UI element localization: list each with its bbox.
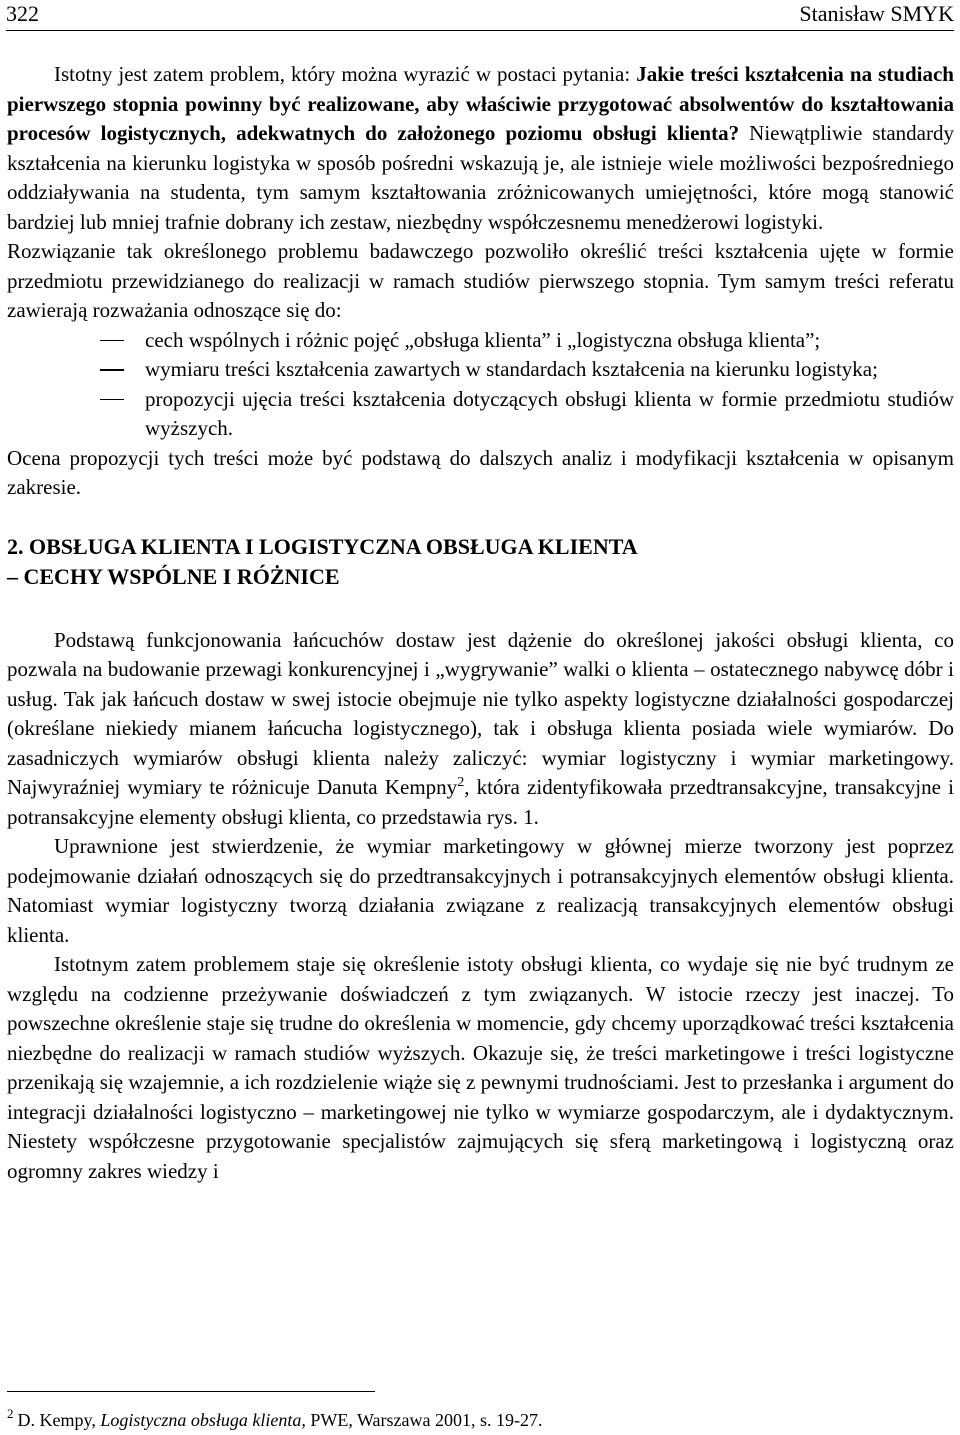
topics-list <box>7 326 954 444</box>
running-author: Stanisław SMYK <box>799 1 954 26</box>
page-number: 322 <box>6 1 39 26</box>
list-item: propozycji ujęcia treści kształcenia dotyczących obsługi klienta w formie przedmiotu studiów wyższych. <box>7 385 954 444</box>
section-heading-line1: 2. OBSŁUGA KLIENTA I LOGISTYCZNA OBSŁUGA KLIENTA <box>7 533 638 559</box>
footnote-publisher: PWE, Warszawa 2001, s. 19-27. <box>305 1410 543 1430</box>
section-heading-line2: – CECHY WSPÓLNE I RÓŻNICE <box>7 563 340 589</box>
body-p1-text: Podstawą funkcjonowania łańcuchów dostaw jest dążenie do określonej jakości obsługi klienta, co pozwala na budowanie przewagi konkurencyjnej i „wygrywanie” walki o klienta – ostatecznego nabywcę dóbr i usług. Tak jak łańcuch dostaw w swej istocie obejmuje nie tylko aspekty logistyczne działalności gospodarczej (określane niekiedy mianem łańcucha logistycznego), tak i obsługa klienta posiada wiele wymiarów. Do zasadniczych wymiarów obsługi klienta należy zaliczyć: wymiar logistyczny i wymiar marketingowy. Najwyraźniej wymiary te różnicuje Danuta Kempny <box>7 627 954 799</box>
footnote-title: Logistyczna obsługa klienta, <box>100 1410 306 1430</box>
body-paragraph-1 <box>7 626 954 833</box>
intro-rest: Niewątpliwie standardy kształcenia na kierunku logistyka w sposób pośredni wskazują je, ale istnieje wiele możliwości bezpośredniego oddziaływania na studenta, tym samym kształtowania zróżnicowanych umiejętności, które mogą stanowić bardziej lub mniej trafnie dobrany ich zestaw, niezbędny współczesnemu menedżerowi logistyki. <box>7 121 954 234</box>
footnote <box>7 1403 543 1431</box>
page-body <box>7 60 954 1186</box>
intro-lead: Istotny jest zatem problem, który można wyrazić w postaci pytania: <box>54 62 637 86</box>
section-heading <box>7 532 954 592</box>
body-paragraph-3: Istotnym zatem problemem staje się określenie istoty obsługi klienta, co wydaje się nie być trudnym ze względu na codzienne przeżywanie doświadczeń z tym związanych. W istocie rzeczy jest inaczej. To powszechne określenie staje się trudne do określenia w momencie, gdy chcemy uporządkować treści kształcenia niezbędne do realizacji w ramach studiów wyższych. Okazuje się, że treści marketingowe i treści logistyczne przenikają się wzajemnie, a ich rozdzielenie wiąże się z pewnymi trudnościami. Jest to przesłanka i argument do integracji działalności logistyczno – marketingowej nie tylko w wymiarze gospodarczym, ale i dydaktycznym. Niestety współczesne przygotowanie specjalistów zajmujących się sferą marketingową i logistyczną oraz ogromny zakres wiedzy i <box>7 952 954 1183</box>
running-header <box>6 0 954 31</box>
body-paragraph-2: Uprawnione jest stwierdzenie, że wymiar marketingowy w głównej mierze tworzony jest poprzez podejmowanie działań odnoszących się do przedtransakcyjnych i potransakcyjnych elementów obsługi klienta. Natomiast wymiar logistyczny tworzą działania związane z realizacją transakcyjnych elementów obsługi klienta. <box>7 834 954 947</box>
closing-paragraph: Ocena propozycji tych treści może być podstawą do dalszych analiz i modyfikacji kształcenia w opisanym zakresie. <box>7 445 954 499</box>
body-p1-text-end: , która zidentyfikowała przedtransakcyjne, transakcyjne i potransakcyjne elementy obsługi klienta, co przedstawia rys. 1. <box>7 775 954 829</box>
research-question: Jakie treści kształcenia na studiach pierwszego stopnia powinny być realizowane, aby właściwie przygotować absolwentów do kształtowania procesów logistycznych, adekwatnych do założonego poziomu obsługi klienta? <box>7 62 954 145</box>
footnote-divider <box>7 1391 375 1392</box>
footnote-reference[interactable]: 2 <box>457 775 465 790</box>
footnote-number: 2 <box>7 1406 14 1421</box>
list-item: wymiaru treści kształcenia zawartych w standardach kształcenia na kierunku logistyka; <box>7 355 954 385</box>
footnote-author: D. Kempy, <box>17 1410 101 1430</box>
intro-paragraph <box>7 60 954 237</box>
list-item: cech wspólnych i różnic pojęć „obsługa klienta” i „logistyczna obsługa klienta”; <box>7 326 954 356</box>
solution-paragraph: Rozwiązanie tak określonego problemu badawczego pozwoliło określić treści kształcenia ujęte w formie przedmiotu przewidzianego do realizacji w ramach studiów pierwszego stopnia. Tym samym treści referatu zawierają rozważania odnoszące się do: <box>7 239 954 322</box>
